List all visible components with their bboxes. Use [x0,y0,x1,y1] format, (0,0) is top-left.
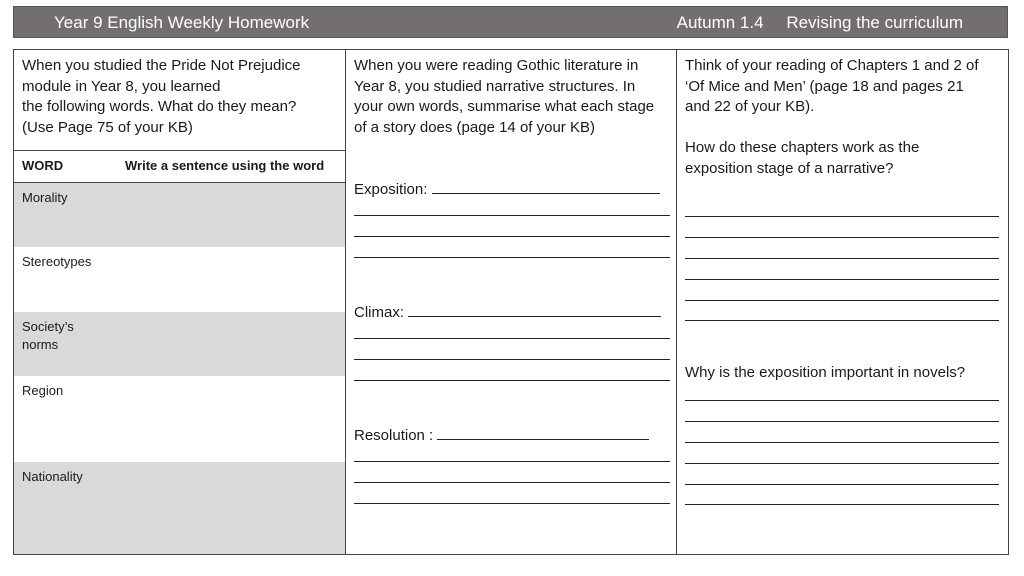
word-label-line: norms [22,337,59,352]
mice-and-men-instructions [685,56,1003,118]
mice-and-men-column [677,50,1008,554]
unit-label: Autumn 1.4 [676,13,764,32]
intro-line: your own words, summarise what each stage [354,98,655,115]
answer-line[interactable] [685,421,999,422]
intro-line: Year 8, you studied narrative structures. In [354,77,636,95]
sentence-column-header: Write a sentence using the word [125,158,325,173]
answer-line[interactable] [354,215,670,216]
topic-label: Revising the curriculum [786,13,963,32]
word-table-header [14,150,345,183]
answer-line[interactable] [685,258,999,259]
word-label [22,318,74,354]
answer-line[interactable] [685,237,999,238]
climax-field[interactable] [354,302,661,321]
intro-line: ‘Of Mice and Men’ (page 18 and pages 21 [685,77,964,95]
word-row-morality[interactable] [14,183,345,247]
intro-line: When you studied the Pride Not Prejudice [22,57,301,74]
page-title: Year 9 English Weekly Homework [54,13,310,32]
intro-line: the following words. What do they mean? [22,98,297,115]
word-label: Nationality [22,469,83,484]
answer-line[interactable] [685,216,999,217]
intro-line: and 22 of your KB). [685,98,815,115]
answer-line[interactable] [685,400,999,401]
answer-line[interactable] [685,484,999,485]
answer-line[interactable] [408,302,661,317]
answer-line[interactable] [354,257,670,258]
intro-line: When you were reading Gothic literature in [354,57,639,74]
climax-label: Climax: [354,304,405,321]
question-exposition-importance: Why is the exposition important in novels? [685,364,966,381]
word-column-header: WORD [22,158,64,173]
word-row-stereotypes[interactable] [14,247,345,312]
word-label-line: Society’s [22,319,74,334]
answer-line[interactable] [685,279,999,280]
intro-line: of a story does (page 14 of your KB) [354,118,595,136]
word-label: Stereotypes [22,254,92,269]
word-row-nationality[interactable] [14,462,345,554]
narrative-instructions [354,56,672,138]
vocabulary-column [14,50,346,554]
answer-line[interactable] [685,320,999,321]
word-label: Morality [22,190,68,205]
answer-line[interactable] [685,504,999,505]
word-row-region[interactable] [14,376,345,462]
answer-line[interactable] [354,236,670,237]
answer-line[interactable] [685,463,999,464]
answer-line[interactable] [685,442,999,443]
vocabulary-instructions [22,56,338,138]
answer-line[interactable] [354,482,670,483]
answer-line[interactable] [437,425,649,440]
question-line: How do these chapters work as the [685,139,920,156]
exposition-label: Exposition: [354,181,428,198]
answer-line[interactable] [354,380,670,381]
intro-line: (Use Page 75 of your KB) [22,118,193,136]
intro-line: module in Year 8, you learned [22,77,221,95]
header-bar [13,6,1008,38]
resolution-field[interactable] [354,425,649,444]
answer-line[interactable] [354,338,670,339]
resolution-label: Resolution : [354,427,434,444]
answer-line[interactable] [685,300,999,301]
exposition-field[interactable] [354,179,660,198]
answer-line[interactable] [354,359,670,360]
header-right [677,13,963,33]
word-label: Region [22,383,64,398]
answer-line[interactable] [432,179,660,194]
homework-grid [13,49,1009,555]
answer-line[interactable] [354,461,670,462]
narrative-column [346,50,677,554]
question-exposition-stage [685,138,1001,179]
word-row-societys-norms[interactable] [14,312,345,376]
intro-line: Think of your reading of Chapters 1 and 2 of [685,57,979,74]
question-line: exposition stage of a narrative? [685,159,894,177]
answer-line[interactable] [354,503,670,504]
